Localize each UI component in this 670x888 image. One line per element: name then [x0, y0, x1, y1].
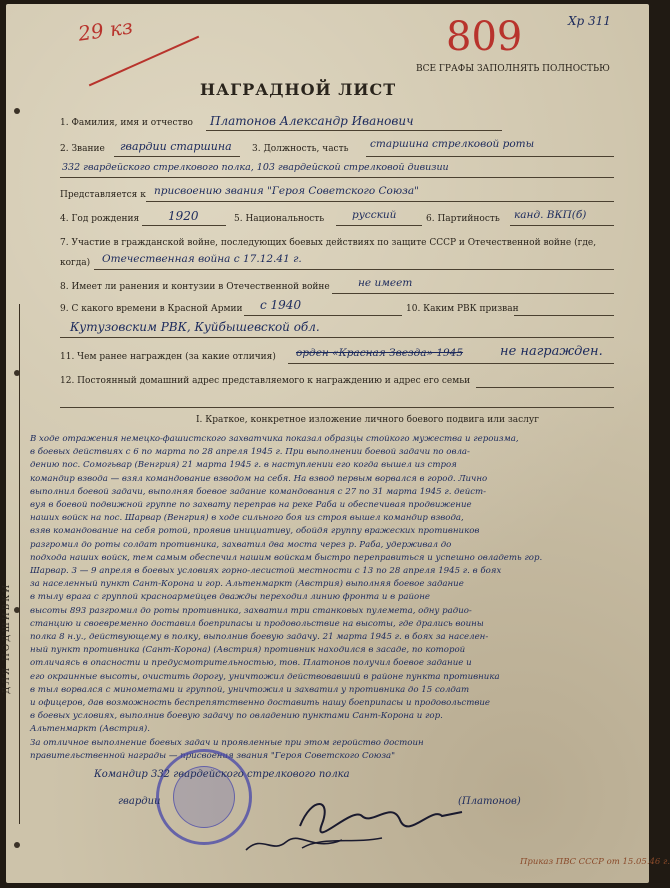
red-pencil-stroke [89, 36, 199, 87]
label-war-participation: 7. Участие в гражданской войне, последующих боевых действиях по защите СССР и Отечественной войне (где, [60, 238, 597, 248]
label-party: 6. Партийность [426, 214, 500, 224]
label-army-since: 9. С какого времени в Красной Армии [60, 304, 243, 314]
narrative-line: и офицеров, дав возможность беспрепятственно доставить нашу боеприпасы и продовольствие [30, 698, 491, 708]
fill-line [332, 293, 614, 294]
narrative-line: в тылу врага с группой красноармейцев дважды переходил линию фронта и в районе [30, 592, 430, 603]
binding-margin [8, 304, 20, 824]
value-rvk: Кутузовским РВК, Куйбышевской обл. [70, 320, 320, 334]
narrative-line: разгромил до роты солдат противника, захватил два моста через р. Раба, удерживал до [30, 539, 452, 550]
signature-name: (Платонов) [458, 796, 521, 807]
label-birth-year: 4. Год рождения [60, 214, 140, 224]
fill-line [142, 225, 226, 226]
narrative-line: Шарвар. 3 — 9 апреля в боевых условиях горно-лесистой местности с 13 по 28 апреля 1945 г. в боях [30, 566, 502, 576]
narrative-line: правительственной награды — присвоения звания "Героя Советского Союза" [30, 750, 396, 761]
archive-mark: Хр 311 [568, 14, 611, 28]
value-army-since: с 1940 [260, 298, 302, 312]
label-war-when: когда) [60, 258, 91, 268]
narrative-line: высоты 893 разгромил до роты противника, захватил три станковых пулемета, одну радио- [30, 605, 472, 616]
fill-line [510, 225, 614, 226]
value-award-struck: орден «Красная Звезда» 1945 [296, 347, 464, 359]
narrative-line: в боевых условиях, выполнив боевую задачу по овладению пунктами Сант-Корона и гор. [30, 711, 443, 722]
red-file-number: 809 [446, 14, 523, 60]
value-previous-awards: не награжден. [500, 344, 603, 359]
narrative-line: в тыл ворвался с минометами и группой, уничтожил и захватил у противника до 15 солдат [30, 684, 470, 695]
narrative-line: за населенный пункт Сант-Корона и гор. Альтенмаркт (Австрия) выполняя боевое задание [30, 579, 464, 590]
value-party: канд. ВКП(б) [514, 209, 587, 221]
fill-line [514, 315, 614, 316]
label-rank: 2. Звание [60, 144, 105, 154]
narrative-line: ный пункт противника (Сант-Корона) (Австрия) противник находился в засаде, по которой [30, 645, 466, 656]
second-signature [242, 830, 352, 860]
fill-line [288, 363, 614, 364]
fill-line [366, 156, 614, 157]
narrative-line: полка 8 н.у., действующему в полку, выполнив боевую задачу. 21 марта 1945 г. в боях за населен- [30, 632, 489, 642]
fill-line [94, 269, 614, 270]
narrative-line: подхода наших войск, тем самым обеспечил нашим войскам быстро переправиться и успешно овладеть гор. [30, 552, 543, 563]
value-unit: 332 гвардейского стрелкового полка, 103 гвардейской стрелковой дивизии [62, 162, 449, 173]
fill-line [476, 387, 614, 388]
narrative-line: взяв командование на себя ротой, проявив инициативу, обойдя группу вражеских противников [30, 526, 480, 537]
label-previous-awards: 11. Чем ранее награжден (за какие отличия) [60, 352, 276, 362]
label-rvk: 10. Каким РВК призван [406, 304, 519, 314]
narrative-line: станцию и своевременно доставил боеприпасы и продовольствие на высоты, где дрались воины [30, 618, 484, 629]
label-position: 3. Должность, часть [252, 144, 349, 154]
narrative-line: его окраинные высоты, очистить дорогу, уничтожил действовавший в районе пункта противника [30, 671, 500, 682]
narrative-line: Альтенмаркт (Австрия). [30, 724, 150, 735]
punch-hole [14, 842, 20, 848]
fill-line [60, 337, 614, 338]
label-home-address: 12. Постоянный домашний адрес представляемого к награждению и адрес его семьи [60, 376, 471, 386]
signature-role: Командир 332 гвардейского стрелкового полка [94, 769, 350, 780]
narrative-line: За отличное выполнение боевых задач и проявленные при этом геройство достоин [30, 737, 424, 748]
value-nationality: русский [352, 209, 397, 221]
document-page [2, 4, 670, 883]
signature-rank: гвардии [118, 796, 161, 807]
fill-line [206, 130, 502, 131]
fill-line [60, 177, 614, 178]
narrative-line: отличаясь в опасности и предусмотрительностью, тов. Платонов получил боевое задание и [30, 658, 472, 669]
narrative-line: командир взвода — взял командование взводом на себя. На взвод первым ворвался в город. Лично [30, 473, 488, 484]
narrative-line: выполнил боевой задачи, выполняя боевое задание командования с 27 по 31 марта 1945 г. дейст- [30, 486, 487, 497]
narrative-line: дению пос. Сомогьвар (Венгрия) 21 марта 1945 г. в наступлении его когда вышел из строя [30, 460, 457, 471]
label-wounds: 8. Имеет ли ранения и контузии в Отечественной войне [60, 282, 330, 292]
value-rank: гвардии старшина [120, 140, 232, 153]
narrative-line: В ходе отражения немецко-фашистского захватчика показал образцы стойкого мужества и героизма, [30, 434, 519, 444]
section-heading: I. Краткое, конкретное изложение личного боевого подвига или заслуг [196, 415, 539, 425]
fill-all-note: ВСЕ ГРАФЫ ЗАПОЛНЯТЬ ПОЛНОСТЬЮ [416, 64, 610, 74]
fill-line [146, 201, 614, 202]
punch-hole [14, 108, 20, 114]
value-fio: Платонов Александр Иванович [210, 114, 414, 128]
value-presented: присвоению звания "Героя Советского Союза" [154, 185, 419, 197]
fill-line [244, 315, 402, 316]
value-position: старшина стрелковой роты [370, 138, 535, 150]
label-presented: Представляется к [60, 190, 146, 200]
seal-stamp [156, 749, 252, 845]
value-birth-year: 1920 [168, 209, 199, 223]
narrative-line: наших войск на пос. Шарвар (Венгрия) в ходе сильного боя из строя вышел командир взвода, [30, 513, 464, 524]
narrative-line: вуя в боевой подвижной группе по захвату переправ на реке Раба и обеспечивая продвижение [30, 500, 472, 510]
red-corner-note: 29 кз [76, 14, 135, 46]
fill-line [60, 407, 614, 408]
value-war-participation: Отечественная война с 17.12.41 г. [102, 253, 302, 265]
order-note: Приказ ПВС СССР от 15.05.46 г. [520, 857, 670, 867]
fill-line [114, 156, 240, 157]
label-fio: 1. Фамилия, имя и отчество [60, 118, 193, 128]
page-title: НАГРАДНОЙ ЛИСТ [200, 80, 397, 99]
label-nationality: 5. Национальность [234, 214, 325, 224]
margin-label: ДЛЯ ПОДШИВКИ [2, 582, 12, 694]
narrative-line: в боевых действиях с 6 по марта по 28 апреля 1945 г. При выполнении боевой задачи по овла- [30, 447, 470, 458]
fill-line [336, 225, 422, 226]
value-wounds: не имеет [358, 277, 413, 289]
